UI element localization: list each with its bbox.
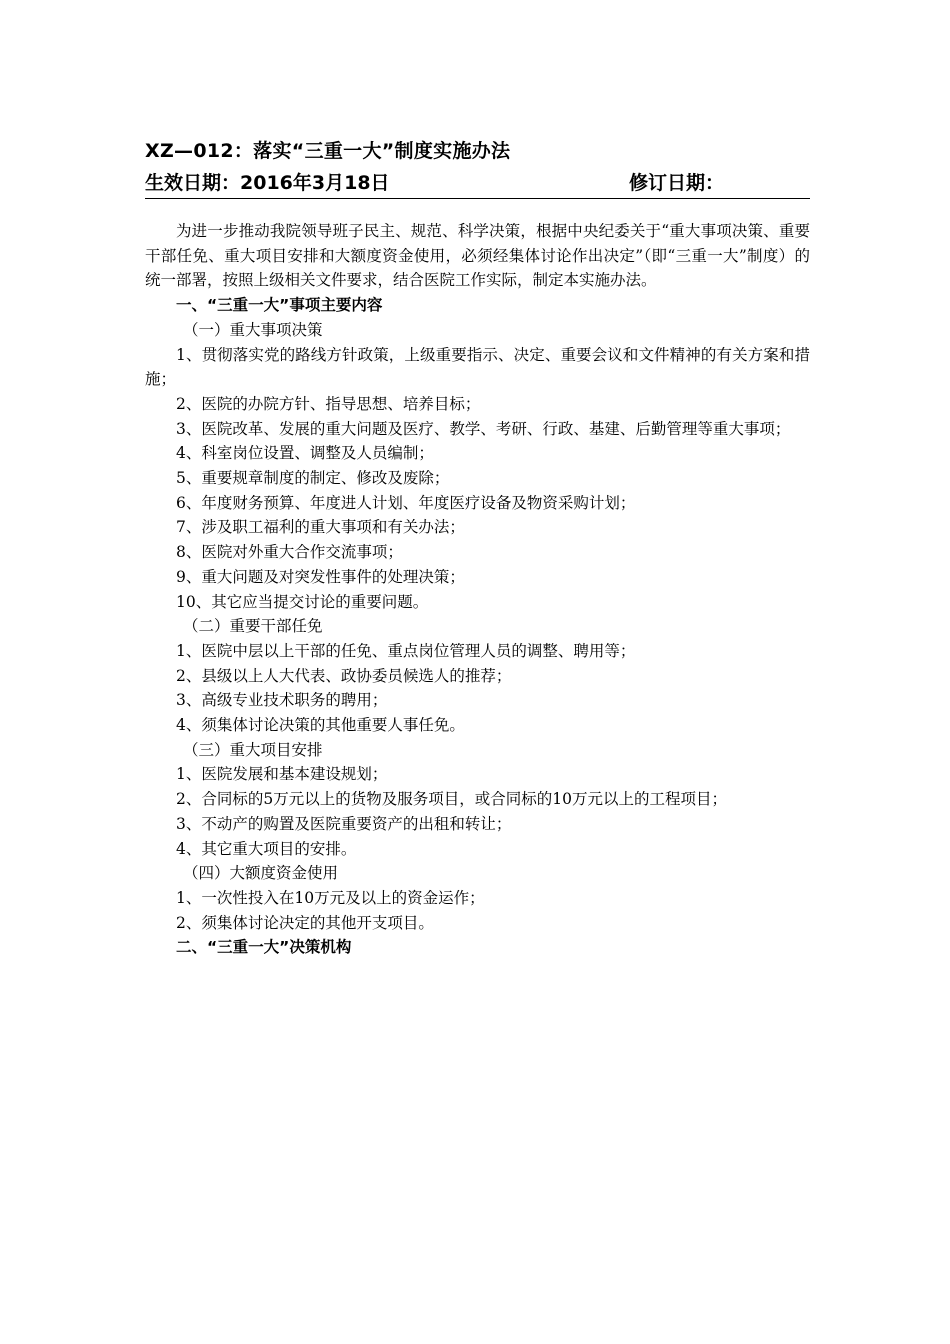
list-item: 4、须集体讨论决策的其他重要人事任免。: [176, 716, 465, 735]
document-page: [145, 136, 810, 960]
list-item: 2、须集体讨论决定的其他开支项目。: [176, 913, 434, 932]
list-item: 1、医院中层以上干部的任免、重点岗位管理人员的调整、聘用等；: [176, 641, 636, 660]
list-item: 6、年度财务预算、年度进人计划、年度医疗设备及物资采购计划；: [176, 493, 636, 512]
subsection-heading: （四）大额度资金使用: [183, 864, 339, 883]
list-item: 8、医院对外重大合作交流事项；: [176, 543, 403, 562]
date-line: [145, 168, 810, 199]
subsection-heading: （二）重要干部任免: [183, 617, 323, 636]
list-item: 3、医院改革、发展的重大问题及医疗、教学、考研、行政、基建、后勤管理等重大事项；: [176, 419, 791, 438]
list-item: 7、涉及职工福利的重大事项和有关办法；: [176, 518, 465, 537]
list-item: 1、一次性投入在10万元及以上的资金运作；: [176, 888, 485, 907]
document-title: XZ—012：落实“三重一大”制度实施办法: [145, 140, 511, 162]
list-item: 4、科室岗位设置、调整及人员编制；: [176, 444, 434, 463]
revision-date: 修订日期：: [629, 172, 725, 194]
subsection-heading: （三）重大项目安排: [183, 740, 323, 759]
list-item: 10、其它应当提交讨论的重要问题。: [176, 592, 429, 611]
list-item: 2、合同标的5万元以上的货物及服务项目，或合同标的10万元以上的工程项目；: [176, 790, 727, 809]
list-item: 2、县级以上人大代表、政协委员候选人的推荐；: [176, 666, 512, 685]
list-item: 4、其它重大项目的安排。: [176, 839, 357, 858]
intro-paragraph: 为进一步推动我院领导班子民主、规范、科学决策，根据中央纪委关于“重大事项决策、重要干部任免、重大项目安排和大额度资金使用，必须经集体讨论作出决定”（即“三重一大”制度）的统一部署，按照上级相关文件要求，结合医院工作实际，制定本实施办法。: [145, 222, 810, 290]
list-item: 3、高级专业技术职务的聘用；: [176, 691, 388, 710]
list-item: 5、重要规章制度的制定、修改及废除；: [176, 469, 450, 488]
document-body: [145, 219, 810, 960]
list-item: 1、医院发展和基本建设规划；: [176, 765, 388, 784]
list-item: 2、医院的办院方针、指导思想、培养目标；: [176, 394, 481, 413]
effective-date: 生效日期：2016年3月18日: [145, 172, 390, 194]
section-heading-2: 二、“三重一大”决策机构: [176, 938, 352, 957]
list-item: 1、贯彻落实党的路线方针政策，上级重要指示、决定、重要会议和文件精神的有关方案和措施；: [145, 345, 810, 389]
list-item: 9、重大问题及对突发性事件的处理决策；: [176, 567, 465, 586]
section-heading-1: 一、“三重一大”事项主要内容: [176, 296, 383, 315]
subsection-heading: （一）重大事项决策: [183, 320, 323, 339]
list-item: 3、不动产的购置及医院重要资产的出租和转让；: [176, 814, 512, 833]
